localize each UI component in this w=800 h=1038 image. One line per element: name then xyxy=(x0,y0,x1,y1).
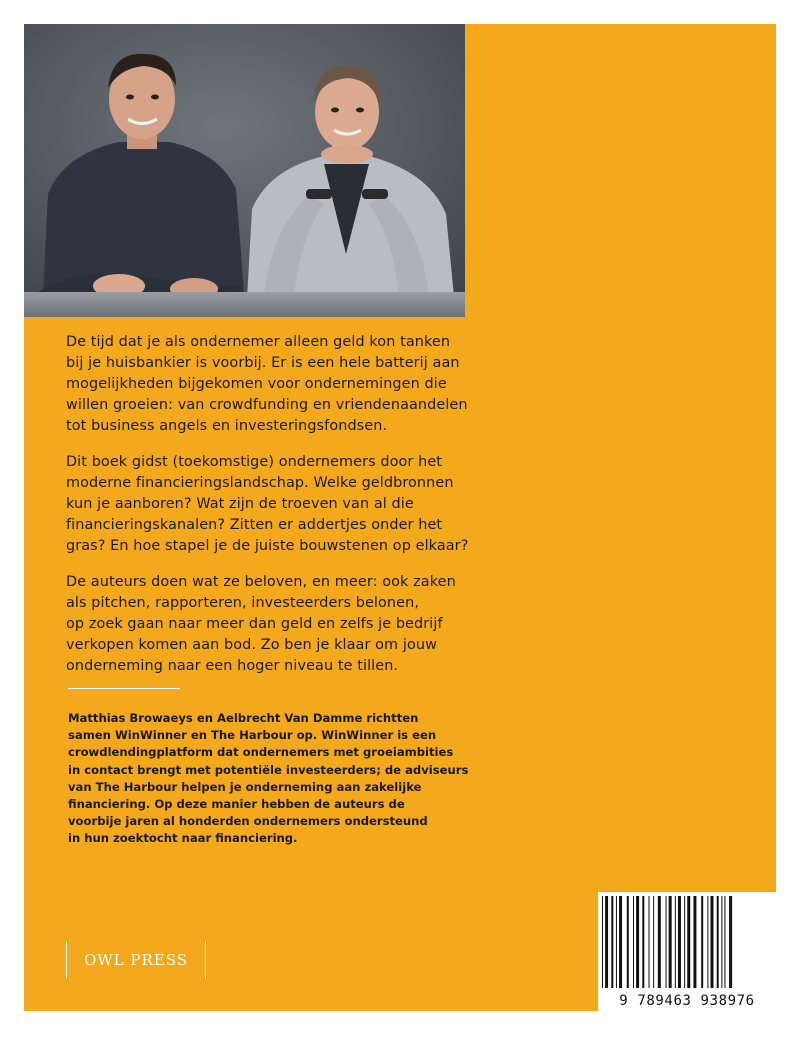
barcode-bar xyxy=(678,896,681,988)
barcode-bar xyxy=(642,896,644,988)
barcode-bar xyxy=(627,896,629,988)
barcode-bar xyxy=(707,896,708,988)
barcode-bar xyxy=(653,896,654,988)
barcode-icon xyxy=(598,892,776,992)
isbn-number: 9 789463 938976 xyxy=(619,993,755,1009)
publisher-logo: OWL PRESS xyxy=(66,942,206,978)
blurb-paragraph-3: De auteurs doen wat ze beloven, en meer: ook zaken als pitchen, rapporteren, investeerders belonen, op zoek gaan naar meer dan geld en zelfs je bedrijf verkopen komen aan bod. Zo ben je klaar om jouw onderneming naar een hoger niveau te tillen. xyxy=(66,574,456,674)
barcode-bar xyxy=(605,896,608,988)
barcode-bar xyxy=(675,896,676,988)
back-cover xyxy=(24,24,776,1011)
barcode-bar xyxy=(701,896,703,988)
barcode-bar xyxy=(729,896,732,988)
barcode-bar xyxy=(649,896,650,988)
isbn-barcode xyxy=(598,892,776,1011)
barcode-bar xyxy=(658,896,661,988)
barcode-bar xyxy=(602,896,603,988)
barcode-bar xyxy=(693,896,696,988)
blurb-paragraph-1: De tijd dat je als ondernemer alleen geld kon tanken bij je huisbankier is voorbij. Er is een hele batterij aan mogelijkheden bijgekomen voor ondernemingen die willen groeien: van crowdfunding en vriendenaandelen tot business angels en investeringsfondsen. xyxy=(66,334,468,434)
blurb-paragraph-2: Dit boek gidst (toekomstige) ondernemers door het moderne financieringslandschap. Welke geldbronnen kun je aanboren? Wat zijn de troeven van al die financieringskanalen? Zitten er addertjes onder het gras? En hoe stapel je de juiste bouwstenen op elkaar? xyxy=(66,454,469,554)
divider-rule xyxy=(68,688,180,689)
barcode-bar xyxy=(611,896,613,988)
barcode-bar xyxy=(721,896,722,988)
barcode-bar xyxy=(636,896,639,988)
barcode-bar xyxy=(669,896,672,988)
barcode-bar xyxy=(666,896,667,988)
barcode-bar xyxy=(684,896,685,988)
barcode-bar xyxy=(711,896,714,988)
author-bio: Matthias Browaeys en Aelbrecht Van Damme richtten samen WinWinner en The Harbour op. WinWinner is een crowdlendingplatform dat ondernemers met groeiambities in contact brengt met potentiële investeerders; de adviseurs van The Harbour helpen je onderneming aan zakelijke financiering. Op deze manier hebben de auteurs de voorbije jaren al honderden ondernemers ondersteund in hun zoektocht naar financiering. xyxy=(68,711,469,846)
barcode-bar xyxy=(724,896,725,988)
barcode-bar xyxy=(687,896,690,988)
barcode-bar xyxy=(616,896,617,988)
barcode-bar xyxy=(619,896,622,988)
barcode-bar xyxy=(633,896,634,988)
author-photo xyxy=(24,24,465,317)
barcode-bar xyxy=(717,896,719,988)
